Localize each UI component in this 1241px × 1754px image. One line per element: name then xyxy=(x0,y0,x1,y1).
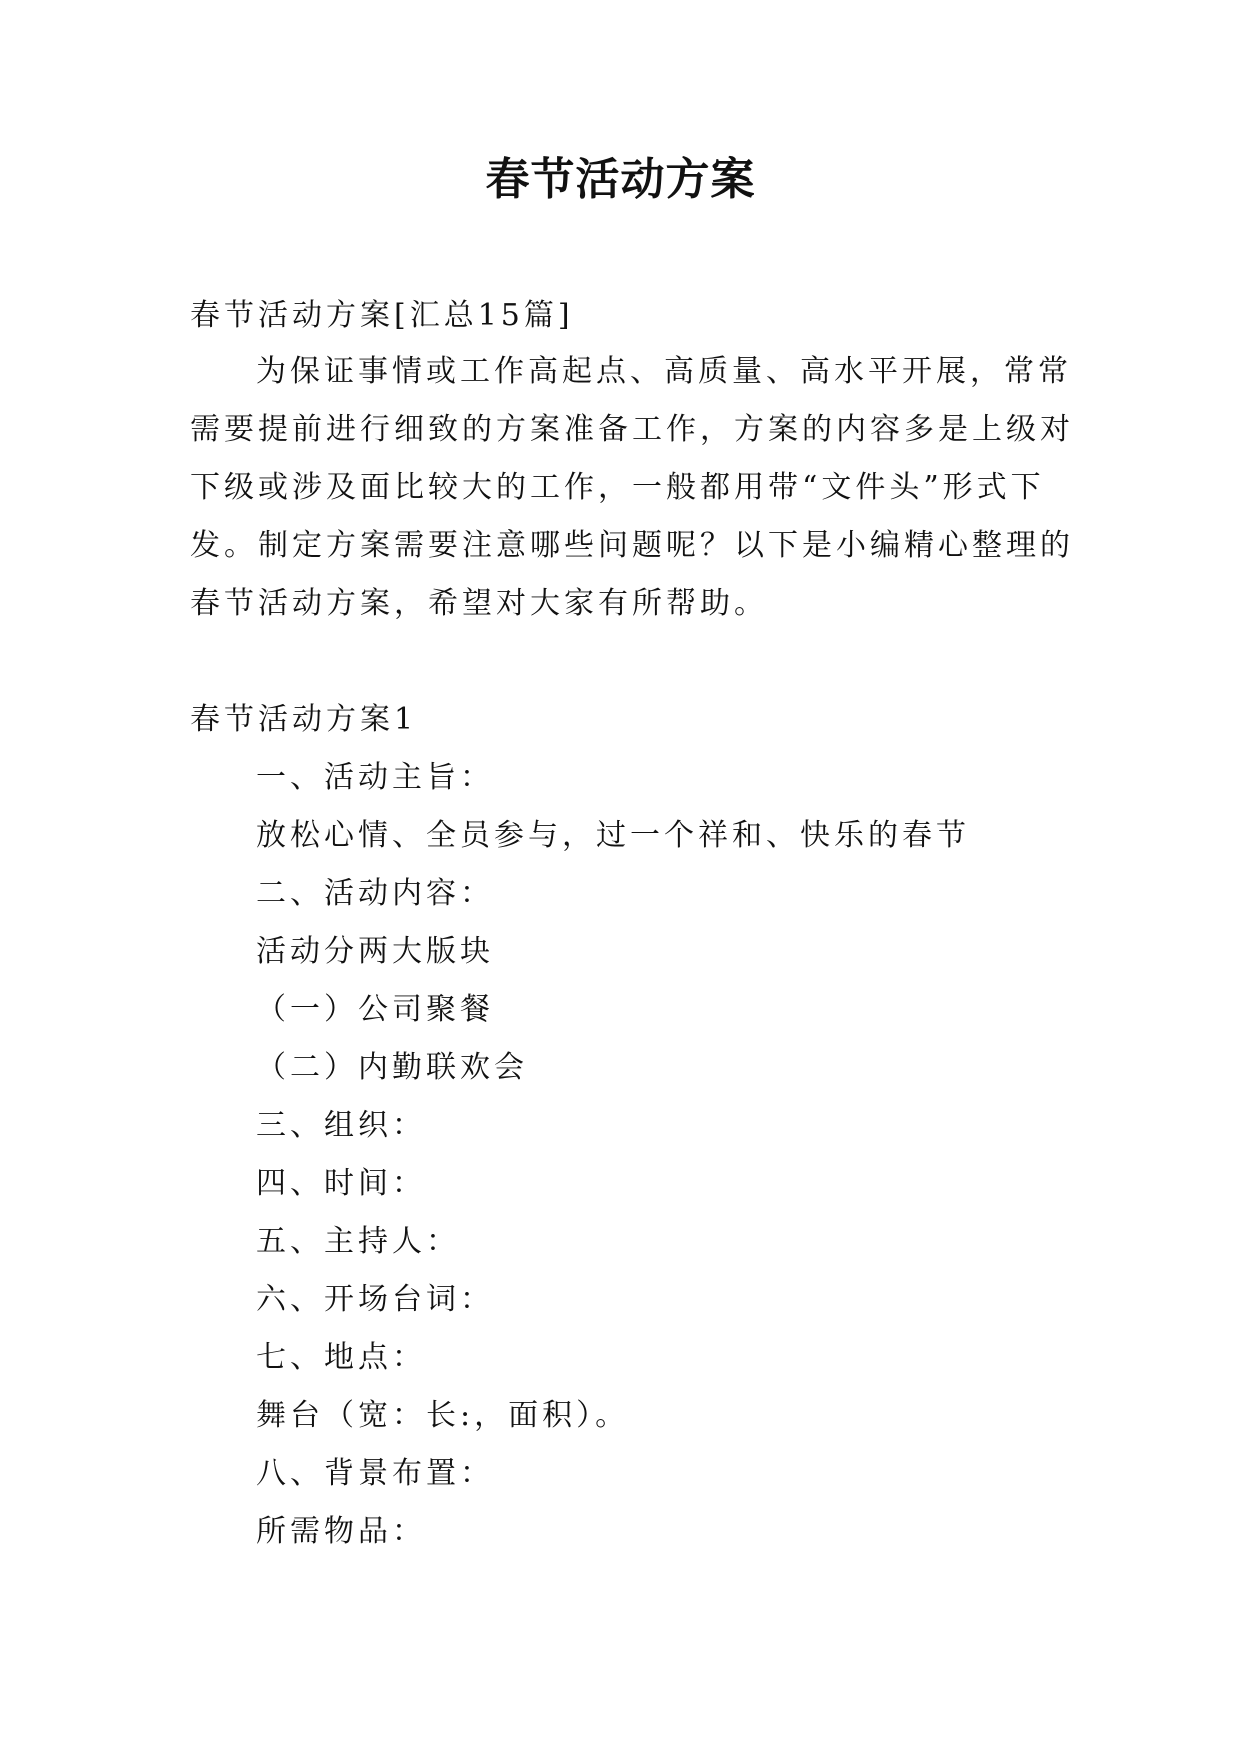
document-title: 春节活动方案 xyxy=(485,154,756,205)
list-item: （二）内勤联欢会 xyxy=(256,1050,528,1085)
intro-line-1: 为保证事情或工作高起点、高质量、高水平开展，常常 xyxy=(256,354,1072,389)
list-item: 放松心情、全员参与，过一个祥和、快乐的春节 xyxy=(256,818,970,853)
list-item: 三、组织： xyxy=(256,1108,426,1143)
list-item: 七、地点： xyxy=(256,1340,426,1375)
section-heading: 春节活动方案1 xyxy=(190,702,418,737)
list-item: 所需物品： xyxy=(256,1514,426,1549)
list-item: 舞台（宽：长:，面积）。 xyxy=(256,1398,630,1433)
intro-line-5: 春节活动方案，希望对大家有所帮助。 xyxy=(190,586,768,621)
list-item: （一）公司聚餐 xyxy=(256,992,494,1027)
intro-line-3: 下级或涉及面比较大的工作，一般都用带“文件头”形式下 xyxy=(190,470,1045,505)
list-item: 六、开场台词： xyxy=(256,1282,494,1317)
document-subtitle: 春节活动方案[汇总15篇] xyxy=(190,298,574,333)
intro-line-4: 发。制定方案需要注意哪些问题呢？以下是小编精心整理的 xyxy=(190,528,1074,563)
list-item: 五、主持人： xyxy=(256,1224,460,1259)
intro-line-2: 需要提前进行细致的方案准备工作，方案的内容多是上级对 xyxy=(190,412,1074,447)
list-item: 四、时间： xyxy=(256,1166,426,1201)
list-item: 八、背景布置： xyxy=(256,1456,494,1491)
list-item: 一、活动主旨： xyxy=(256,760,494,795)
list-item: 活动分两大版块 xyxy=(256,934,494,969)
list-item: 二、活动内容： xyxy=(256,876,494,911)
